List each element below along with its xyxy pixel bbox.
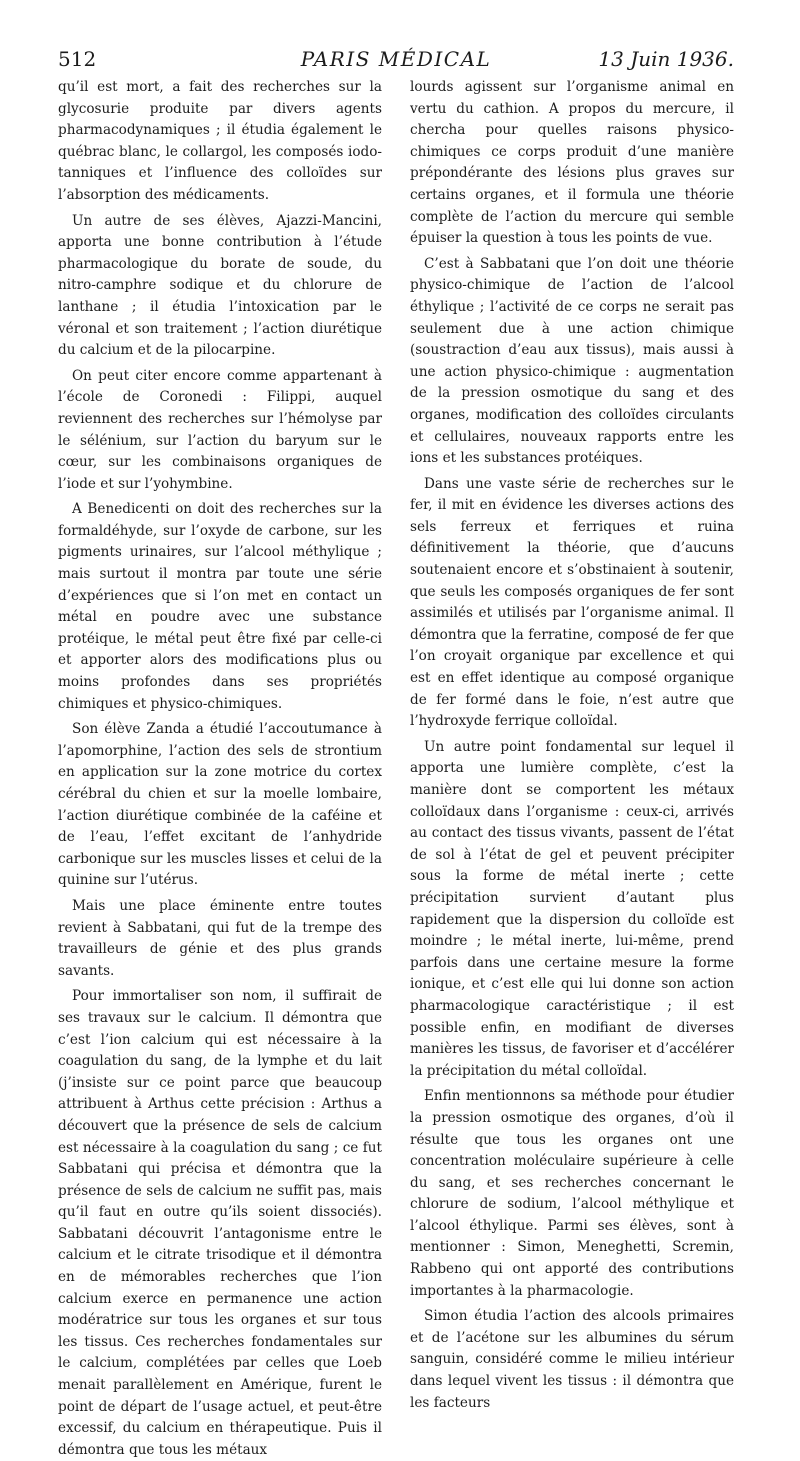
paragraph: C’est à Sabbatani que l’on doit une théorie physico-chimique de l’action de l’alcool éthylique ; l’activité de ce corps ne serait pas seulement due à une action chimique (soustraction d’eau aux tissus), mais aussi à une action physico-chimique : augmentation de la pression osmotique du sang et des organes, modification des colloïdes circulants et cellulaires, nouveaux rapports entre les ions et les substances protéiques. <box>410 255 734 467</box>
paragraph: lourds agissent sur l’organisme animal en vertu du cathion. A propos du mercure, il chercha pour quelles raisons physico-chimiques ce corps produit d’une manière prépondérante des lésions plus graves sur certains organes, et il formula une théorie complète de l’action du mercure qui semble épuiser la question à tous les points de vue. <box>410 79 734 247</box>
paragraph: Son élève Zanda a étudié l’accoutumance à l’apomorphine, l’action des sels de strontium en application sur la zone motrice du cortex cérébral du chien et sur la moelle lombaire, l’action diurétique combinée de la caféine et de l’eau, l’effet excitant de l’anhydride carbonique sur les muscles lisses et celui de la quinine sur l’utérus. <box>58 721 382 889</box>
paragraph: Un autre point fondamental sur lequel il apporta une lumière complète, c’est la manière dont se comportent les métaux colloïdaux dans l’organisme : ceux-ci, arrivés au contact des tissus vivants, passent de l’état de sol à l’état de gel et peuvent précipiter sous la forme de métal inerte ; cette précipitation survient d’autant plus rapidement que la dispersion du colloïde est moindre ; le métal inerte, lui-même, prend parfois dans une certaine mesure la forme ionique, et c’est elle qui lui donne son action pharmacologique caractéristique ; il est possible enfin, en modifiant de diverses manières les tissus, de favoriser et d’accélérer la précipitation du métal colloïdal. <box>410 738 734 1079</box>
paragraph: On peut citer encore comme appartenant à l’école de Coronedi : Filippi, auquel reviennent des recherches sur l’hémolyse par le sélénium, sur l’action du baryum sur le cœur, sur les combinaisons organiques de l’iode et sur l’yohymbine. <box>58 367 382 492</box>
paragraph: Dans une vaste série de recherches sur le fer, il mit en évidence les diverses actions des sels ferreux et ferriques et ruina définitivement la théorie, que d’aucuns soutenaient encore et s’obstinaient à soutenir, que seuls les composés organiques de fer sont assimilés et utilisés par l’organisme animal. Il démontra que la ferratine, composé de fer que l’on croyait organique par excellence et qui est en effet identique au composé organique de fer formé dans le foie, n’est autre que l’hydroxyde ferrique colloïdal. <box>410 475 734 730</box>
left-column <box>58 77 382 1458</box>
paragraph: Simon étudia l’action des alcools primaires et de l’acétone sur les albumines du sérum sanguin, considéré comme le milieu intérieur dans lequel vivent les tissus : il démontra que les facteurs <box>410 1308 734 1411</box>
issue-date: 13 Juin 1936. <box>598 47 734 71</box>
right-column <box>410 77 734 1411</box>
paragraph: Enfin mentionnons sa méthode pour étudier la pression osmotique des organes, d’où il résulte que tous les organes ont une concentration moléculaire supérieure à celle du sang, et ses recherches concernant le chlorure de sodium, l’alcool méthylique et l’alcool éthylique. Parmi ses élèves, sont à mentionner : Simon, Meneghetti, Scremin, Rabbeno qui ont apporté des contributions importantes à la pharmacologie. <box>410 1088 734 1299</box>
paragraph: qu’il est mort, a fait des recherches sur la glycosurie produite par divers agents pharmacodynamiques ; il étudia également le québrac blanc, le collargol, les composés iodo-tanniques et l’influence des colloïdes sur l’absorption des médicaments. <box>58 79 382 203</box>
page-header <box>58 44 734 74</box>
paragraph: Mais une place éminente entre toutes revient à Sabbatani, qui fut de la trempe des travailleurs de génie et des plus grands savants. <box>58 897 382 979</box>
paragraph: A Benedicenti on doit des recherches sur la formaldéhyde, sur l’oxyde de carbone, sur les pigments urinaires, sur l’alcool méthylique ; mais surtout il montra par toute une série d’expériences que si l’on met en contact un métal en poudre avec une substance protéique, le métal peut être fixé par celle-ci et apporter alors des modifications plus ou moins profondes dans ses propriétés chimiques et physico-chimiques. <box>58 501 382 712</box>
journal-title: PARIS MÉDICAL <box>300 47 492 71</box>
page-number: 512 <box>58 47 97 71</box>
paragraph: Un autre de ses élèves, Ajazzi-Mancini, apporta une bonne contribution à l’étude pharmacologique du borate de soude, du nitro-camphre sodique et du chlorure de lanthane ; il étudia l’intoxication par le véronal et son traitement ; l’action diurétique du calcium et de la pilocarpine. <box>58 212 382 359</box>
paragraph: Pour immortaliser son nom, il suffirait de ses travaux sur le calcium. Il démontra que c’est l’ion calcium qui est nécessaire à la coagulation du sang, de la lymphe et du lait (j’insiste sur ce point parce que beaucoup attribuent à Arthus cette précision : Arthus a découvert que la présence de sels de calcium est nécessaire à la coagulation du sang ; ce fut Sabbatani qui précisa et démontra que la présence de sels de calcium ne suffit pas, mais qu’il faut en outre qu’ils soient dissociés). Sabbatani découvrit l’antagonisme entre le calcium et le citrate trisodique et il démontra en de mémorables recherches que l’ion calcium exerce en permanence une action modératrice sur tous les organes et sur tous les tissus. Ces recherches fondamentales sur le calcium, complétées par celles que Loeb menait parallèlement en Amérique, furent le point de départ de l’usage actuel, et peut-être excessif, du calcium en thérapeutique. Puis il démontra que tous les métaux <box>58 988 382 1458</box>
